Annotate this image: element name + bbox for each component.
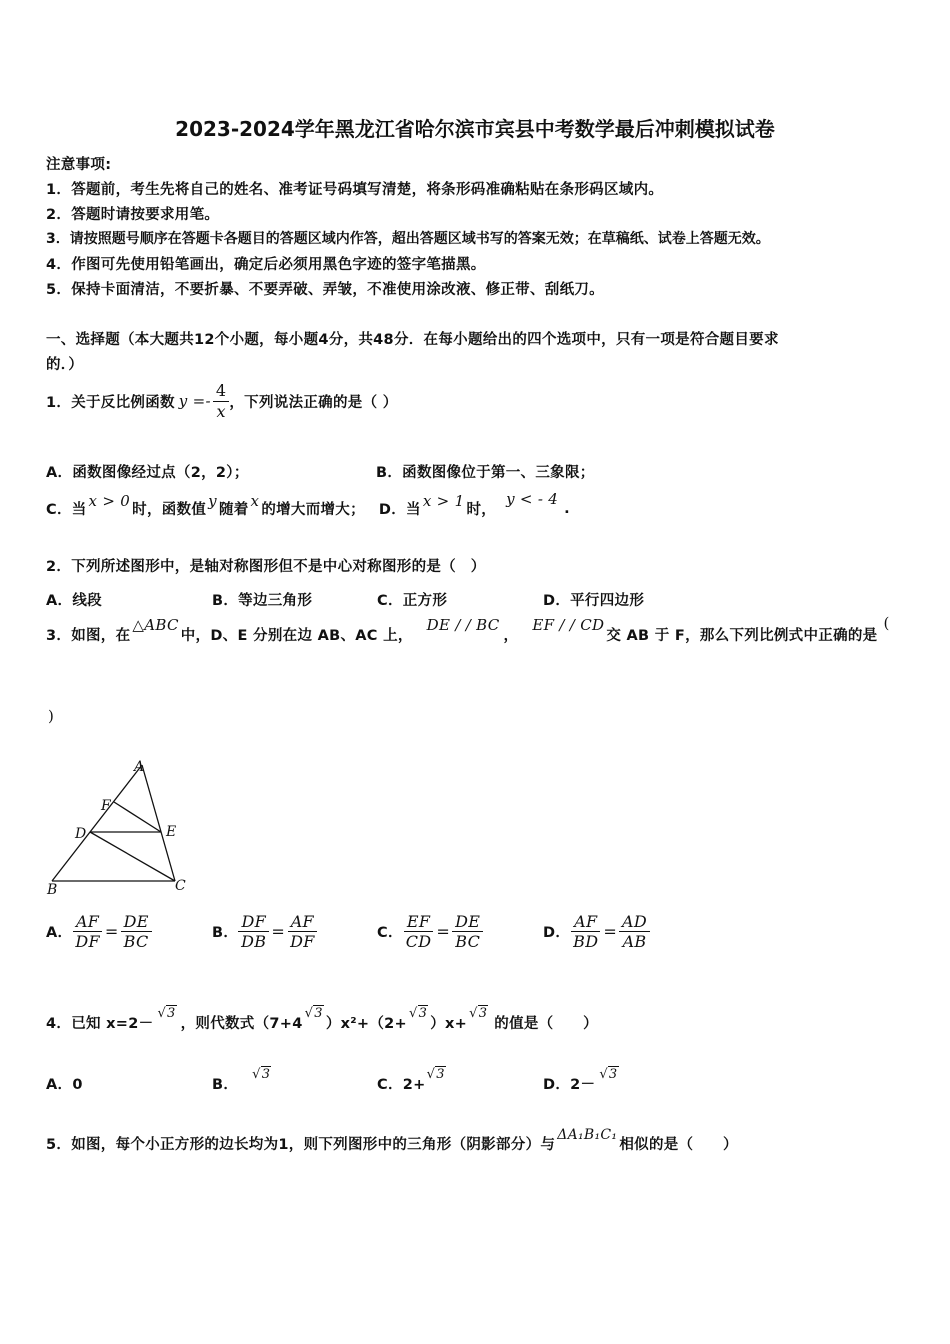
q1-options-cd	[46, 489, 570, 519]
q3-option-a-right-fraction	[121, 912, 152, 951]
denominator: DF	[75, 932, 100, 952]
numerator: EF	[404, 912, 433, 932]
q3-option-c	[377, 912, 483, 951]
numerator: AD	[619, 912, 650, 932]
question-2-stem: 2．下列所述图形中，是轴对称图形但不是中心对称图形的是（ ）	[46, 559, 486, 575]
q3-math-triangle: △ABC	[132, 615, 179, 634]
q3-option-b-left-fraction	[238, 912, 269, 951]
section-heading: 一、选择题（本大题共12个小题，每小题4分，共48分．在每小题给出的四个选项中，只有一项是符合题目要求	[46, 332, 779, 348]
q2-option-d: D．平行四边形	[543, 593, 645, 609]
q1-func-lhs: y =-	[178, 392, 211, 410]
q4-option-c	[377, 1067, 446, 1094]
q4-stem-2: ，则代数式（7+4	[180, 1016, 303, 1032]
denominator: BC	[123, 932, 149, 952]
radicand: 3	[314, 1006, 323, 1021]
question-5-stem	[46, 1126, 738, 1154]
label-f: F	[101, 798, 111, 814]
q3-stem-4: 交 AB 于 F，那么下列比例式中正确的是	[606, 628, 878, 644]
question-1-stem	[46, 377, 398, 425]
notice-item: 3．请按照题号顺序在答题卡各题目的答题区域内作答，超出答题区域书写的答案无效；在草稿纸、试卷上答题无效。	[46, 231, 770, 247]
numerator: DF	[238, 912, 269, 932]
equals-sign: =	[104, 922, 119, 942]
denominator: CD	[405, 932, 432, 952]
radicand: 3	[436, 1067, 445, 1082]
q1-option-a: A．函数图像经过点（2，2）；	[46, 465, 249, 481]
q3-paren-close: )	[48, 707, 54, 725]
label-a: A	[134, 759, 145, 775]
sqrt-symbol: √	[252, 1067, 261, 1082]
q3-option-a-left-fraction	[72, 912, 103, 951]
q1-option-d-text2: 时，	[466, 502, 497, 518]
label-e: E	[166, 824, 177, 840]
q3-stem-3: ，	[503, 628, 519, 644]
q1-option-c-label: C．当	[46, 502, 87, 518]
q1-option-c-math3: x	[250, 491, 260, 510]
radicand: 3	[608, 1067, 618, 1082]
numerator: AF	[73, 912, 102, 932]
sqrt-symbol: √	[157, 1006, 167, 1021]
radicand: 3	[167, 1006, 176, 1021]
q3-option-d	[543, 912, 650, 951]
q1-option-b: B．函数图像位于第一、三象限；	[376, 465, 595, 481]
q3-stem-1: 3．如图，在	[46, 628, 131, 644]
q1-option-c-math1: x > 0	[88, 491, 131, 510]
q1-func-num: 4	[213, 381, 229, 401]
sqrt-symbol: √	[409, 1006, 418, 1021]
q1-prefix: 1．关于反比例函数	[46, 394, 175, 411]
denominator: AB	[622, 932, 647, 952]
q3-option-b-right-fraction	[287, 912, 318, 951]
notice-item: 2．答题时请按要求用笔。	[46, 207, 220, 223]
q1-option-d-label: D．当	[378, 502, 421, 518]
q1-suffix: ，下列说法正确的是（ ）	[229, 394, 398, 411]
q4-stem-4: ）x+	[430, 1016, 468, 1032]
q5-stem-2: 相似的是（ ）	[619, 1137, 738, 1153]
q3-math-de: DE / / BC	[426, 615, 500, 634]
sqrt-symbol: √	[599, 1067, 608, 1082]
q4-option-d	[543, 1067, 619, 1094]
numerator: DE	[452, 912, 483, 932]
denominator: DB	[241, 932, 267, 952]
q4-option-b	[212, 1067, 271, 1094]
q3-option-a-label: A．	[46, 925, 73, 942]
q1-option-c-text4: 的增大而增大；	[261, 502, 365, 518]
section-heading-cont: 的．）	[46, 357, 84, 373]
q5-math-triangle: ΔA₁B₁C₁	[557, 1126, 618, 1143]
numerator: AF	[571, 912, 600, 932]
radicand: 3	[261, 1067, 271, 1082]
q3-stem-2: 中，D、E 分别在边 AB、AC 上，	[180, 628, 413, 644]
sqrt3-expression	[427, 1067, 446, 1082]
q2-option-c: C．正方形	[377, 593, 448, 609]
triangle-figure	[40, 755, 200, 900]
radicand: 3	[478, 1006, 488, 1021]
equals-sign: =	[271, 922, 286, 942]
page-title: 2023-2024学年黑龙江省哈尔滨市宾县中考数学最后冲刺模拟试卷	[175, 117, 775, 141]
q1-option-d-end: .	[564, 500, 570, 517]
sqrt3-expression	[409, 1006, 428, 1021]
sqrt-symbol: √	[469, 1006, 478, 1021]
q5-stem-1: 5．如图，每个小正方形的边长均为1，则下列图形中的三角形（阴影部分）与	[46, 1137, 556, 1153]
sqrt-symbol: √	[426, 1067, 436, 1082]
sqrt3-expression	[157, 1006, 176, 1021]
q3-option-a	[46, 912, 152, 951]
sqrt3-expression	[305, 1006, 324, 1021]
numerator: AF	[288, 912, 317, 932]
q3-option-b-label: B．	[212, 925, 239, 942]
notice-heading: 注意事项:	[46, 157, 112, 173]
equals-sign: =	[436, 922, 451, 942]
denominator: BC	[455, 932, 481, 952]
q3-option-c-right-fraction	[452, 912, 483, 951]
equals-sign: =	[603, 922, 618, 942]
q1-option-d-math2: y < - 4	[506, 489, 559, 508]
question-3-stem	[46, 613, 906, 645]
q3-option-c-left-fraction	[403, 912, 435, 951]
notice-item: 4．作图可先使用铅笔画出，确定后必须用黑色字迹的签字笔描黑。	[46, 257, 486, 273]
side-ab	[52, 765, 142, 881]
q1-option-d-math1: x > 1	[422, 491, 465, 510]
q3-option-c-label: C．	[377, 925, 403, 942]
q3-option-d-left-fraction	[570, 912, 601, 951]
sqrt3-expression	[599, 1067, 618, 1082]
q1-func-fraction	[213, 381, 229, 420]
q3-option-d-right-fraction	[619, 912, 650, 951]
label-c: C	[175, 878, 186, 894]
notice-item: 1．答题前，考生先将自己的姓名、准考证号码填写清楚，将条形码准确粘贴在条形码区域内。	[46, 182, 664, 198]
denominator: BD	[573, 932, 599, 952]
q1-option-c-text2: 时，函数值	[132, 502, 207, 518]
denominator: DF	[290, 932, 315, 952]
q3-math-ef: EF / / CD	[532, 615, 605, 634]
q1-option-c-text3: 随着	[218, 502, 249, 518]
sqrt-symbol: √	[304, 1006, 314, 1021]
sqrt3-expression	[252, 1067, 271, 1082]
q4-option-c-label: C．2+	[377, 1077, 426, 1093]
q3-paren-open: (	[883, 613, 890, 632]
q4-stem-3: ）x²+（2+	[325, 1016, 408, 1032]
q4-stem-5: 的值是（ ）	[494, 1016, 598, 1032]
q4-option-a: A．0	[46, 1077, 83, 1093]
q2-option-a: A．线段	[46, 593, 102, 609]
q2-option-b: B．等边三角形	[212, 593, 313, 609]
q3-option-b	[212, 912, 318, 951]
q4-option-d-label: D．2－	[543, 1077, 596, 1093]
q4-stem-1: 4．已知 x=2－	[46, 1016, 154, 1032]
label-d: D	[75, 826, 87, 842]
segment-dc	[90, 832, 175, 881]
notice-item: 5．保持卡面清洁，不要折暴、不要弄破、弄皱，不准使用涂改液、修正带、刮纸刀。	[46, 282, 604, 298]
radicand: 3	[418, 1006, 428, 1021]
numerator: DE	[121, 912, 152, 932]
question-4-stem	[46, 1006, 598, 1033]
q4-option-b-label: B．	[212, 1077, 239, 1093]
sqrt3-expression	[469, 1006, 488, 1021]
label-b: B	[47, 882, 58, 898]
q3-option-d-label: D．	[543, 925, 571, 942]
q1-option-c-math2: y	[208, 491, 217, 510]
q1-func-den: x	[216, 401, 226, 421]
